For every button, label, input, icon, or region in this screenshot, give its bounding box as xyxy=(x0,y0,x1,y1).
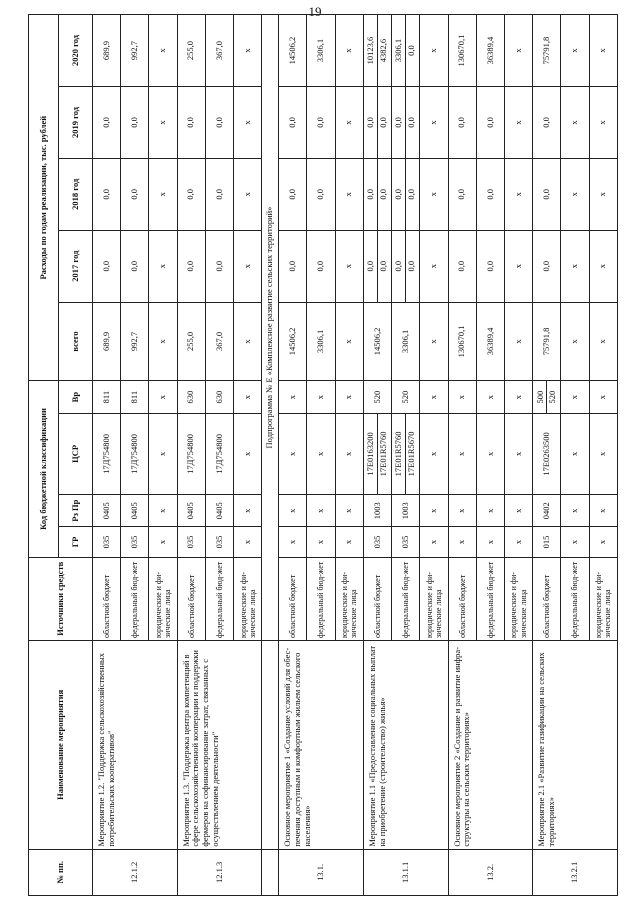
header-rz: Рз Пр xyxy=(59,494,93,526)
cell-total: 3306,1 xyxy=(307,302,335,381)
stacked-value: 10123,6 xyxy=(365,36,376,65)
stacked-value: 0,0 xyxy=(405,87,418,158)
cell-vr: х xyxy=(279,381,307,413)
cell-rz: х xyxy=(420,494,448,526)
cell-y2017: х xyxy=(505,230,533,302)
cell-y2018: х xyxy=(420,158,448,230)
cell-y2017: 0,0 xyxy=(121,230,149,302)
cell-y2017: 0,0 xyxy=(533,230,561,302)
cell-y2020: 689,9 xyxy=(93,15,121,87)
cell-csr: 17Е0263500 xyxy=(533,413,561,494)
cell-y2017: х xyxy=(561,230,589,302)
funding-source: областной бюджет xyxy=(533,557,561,640)
cell-y2020: х xyxy=(335,15,363,87)
table-row xyxy=(363,15,391,896)
cell-total: 130670,1 xyxy=(448,302,476,381)
cell-gr: 035 xyxy=(93,527,121,557)
funding-source: юридические и фи-зические лица xyxy=(589,557,617,640)
cell-y2018: 0,0 xyxy=(93,158,121,230)
cell-total: 14506,2 xyxy=(279,302,307,381)
cell-vr: 630 xyxy=(177,381,205,413)
cell-y2019: х xyxy=(589,87,617,159)
header-name: Наименование мероприятия xyxy=(29,641,93,850)
cell-total: 36389,4 xyxy=(476,302,504,381)
row-number: 12.1.3 xyxy=(177,849,262,895)
cell-vr: х xyxy=(561,381,589,413)
cell-y2018: 0,0 xyxy=(448,158,476,230)
cell-y2018: х xyxy=(335,158,363,230)
header-2017: 2017 год xyxy=(59,230,93,302)
cell-y2019: х xyxy=(149,87,177,159)
measure-name: Мероприятие 1.3. "Поддержка центра компетенций в сфере сельскохозяйственной кооперации и поддержки фермеров на софинансирование затрат, связанных с осуществлением деятельности" xyxy=(177,641,262,850)
cell-y2020 xyxy=(363,15,391,87)
cell-gr: х xyxy=(476,527,504,557)
cell-y2017: х xyxy=(420,230,448,302)
cell-y2019: х xyxy=(335,87,363,159)
header-total: всего xyxy=(59,302,93,381)
cell-gr: 035 xyxy=(177,527,205,557)
table-row xyxy=(533,15,561,896)
row-number: 13.1.1 xyxy=(363,849,448,895)
table-row xyxy=(279,15,307,896)
cell-csr: х xyxy=(448,413,476,494)
cell-y2019: 0,0 xyxy=(533,87,561,159)
cell-vr: 520 xyxy=(392,381,420,413)
cell-y2017: х xyxy=(589,230,617,302)
cell-vr: х xyxy=(335,381,363,413)
cell-y2017: х xyxy=(149,230,177,302)
cell-y2017: 0,0 xyxy=(307,230,335,302)
cell-vr: х xyxy=(307,381,335,413)
stacked-value: 17Е01R5760 xyxy=(377,414,390,494)
cell-y2019: 0,0 xyxy=(279,87,307,159)
row-number: 13.2. xyxy=(448,849,533,895)
funding-source: федеральный бюд-жет xyxy=(205,557,233,640)
funding-source: областной бюджет xyxy=(448,557,476,640)
budget-table-sheet xyxy=(28,14,618,896)
cell-gr: х xyxy=(307,527,335,557)
cell-y2019: х xyxy=(505,87,533,159)
cell-y2017: х xyxy=(335,230,363,302)
funding-source: федеральный бюд-жет xyxy=(121,557,149,640)
stacked-value: 0,0 xyxy=(393,260,404,272)
cell-csr: 17Д754800 xyxy=(205,413,233,494)
cell-y2018: х xyxy=(589,158,617,230)
cell-csr xyxy=(363,413,391,494)
stacked-value: 0,0 xyxy=(377,159,390,230)
cell-y2017: х xyxy=(234,230,262,302)
header-csr: ЦСР xyxy=(59,413,93,494)
cell-rz: х xyxy=(476,494,504,526)
page-number: 19 xyxy=(308,4,322,19)
cell-total: 14506,2 xyxy=(363,302,391,381)
cell-vr: 811 xyxy=(121,381,149,413)
cell-gr: х xyxy=(279,527,307,557)
funding-source: областной бюджет xyxy=(177,557,205,640)
cell-rz: 0402 xyxy=(533,494,561,526)
funding-source: федеральный бюд-жет xyxy=(476,557,504,640)
subprogram-title: Подпрограмма № Е «Комплексное развитие сельских территорий» xyxy=(262,15,279,641)
cell-y2020: х xyxy=(561,15,589,87)
cell-csr: х xyxy=(505,413,533,494)
cell-csr: х xyxy=(420,413,448,494)
cell-gr: 035 xyxy=(392,527,420,557)
row-number: 13.1. xyxy=(279,849,364,895)
cell-vr: х xyxy=(476,381,504,413)
cell-total: х xyxy=(335,302,363,381)
cell-y2019: х xyxy=(234,87,262,159)
cell-gr: 035 xyxy=(205,527,233,557)
row-number: 13.2.1 xyxy=(533,849,618,895)
cell-csr xyxy=(392,413,420,494)
cell-rz: х xyxy=(279,494,307,526)
stacked-value: 4382,6 xyxy=(377,15,390,86)
cell-gr: х xyxy=(589,527,617,557)
cell-vr: х xyxy=(234,381,262,413)
cell-gr: х xyxy=(448,527,476,557)
cell-rz: х xyxy=(505,494,533,526)
cell-y2020: 130670,1 xyxy=(448,15,476,87)
funding-source: юридические и фи-зические лица xyxy=(149,557,177,640)
cell-csr: 17Д754800 xyxy=(177,413,205,494)
cell-rz: 1003 xyxy=(363,494,391,526)
cell-total: х xyxy=(561,302,589,381)
stacked-value: 0,0 xyxy=(377,231,390,302)
cell-y2019: 0,0 xyxy=(307,87,335,159)
stacked-value: 0,0 xyxy=(365,260,376,272)
cell-y2020: х xyxy=(505,15,533,87)
measure-name: Мероприятие 1.2. "Поддержка сельскохозяйственных потребительских кооперативов" xyxy=(93,641,178,850)
cell-total: 992,7 xyxy=(121,302,149,381)
cell-y2020: 14506,2 xyxy=(279,15,307,87)
cell-y2019: 0,0 xyxy=(476,87,504,159)
funding-source: федеральный бюд-жет xyxy=(392,557,420,640)
cell-vr: х xyxy=(149,381,177,413)
stacked-value: 500 xyxy=(534,390,545,404)
cell-y2019: х xyxy=(420,87,448,159)
cell-csr: 17Д754800 xyxy=(93,413,121,494)
cell-csr: х xyxy=(335,413,363,494)
cell-gr: х xyxy=(335,527,363,557)
table-body xyxy=(93,15,618,896)
cell-vr: 630 xyxy=(205,381,233,413)
cell-y2020: х xyxy=(589,15,617,87)
cell-total: х xyxy=(589,302,617,381)
measure-name: Основное мероприятие 1 «Создание условий для обес-печения доступным и комфортным жильем сельского населения» xyxy=(279,641,364,850)
cell-y2019: 0,0 xyxy=(448,87,476,159)
cell-csr: х xyxy=(476,413,504,494)
cell-y2020: 36389,4 xyxy=(476,15,504,87)
cell-y2018: х xyxy=(234,158,262,230)
cell-y2017: 0,0 xyxy=(93,230,121,302)
cell-rz: 0405 xyxy=(121,494,149,526)
funding-source: юридические и фи-зические лица xyxy=(335,557,363,640)
cell-y2019 xyxy=(392,87,420,159)
subprogram-row xyxy=(262,15,279,896)
cell-y2020 xyxy=(392,15,420,87)
cell-y2018: х xyxy=(149,158,177,230)
cell-vr: х xyxy=(589,381,617,413)
cell-total: х xyxy=(149,302,177,381)
cell-y2018: 0,0 xyxy=(307,158,335,230)
header-2019: 2019 год xyxy=(59,87,93,159)
cell-rz: 0405 xyxy=(205,494,233,526)
measure-name: Мероприятие 2.1 «Развитие газификации на сельских территориях» xyxy=(533,641,618,850)
cell-csr: х xyxy=(149,413,177,494)
funding-source: юридические и фи-зические лица xyxy=(420,557,448,640)
cell-y2019: х xyxy=(561,87,589,159)
cell-rz: х xyxy=(234,494,262,526)
cell-rz: 0405 xyxy=(93,494,121,526)
cell-rz: х xyxy=(335,494,363,526)
cell-y2017: 0,0 xyxy=(205,230,233,302)
cell-y2019 xyxy=(363,87,391,159)
cell-y2017: 0,0 xyxy=(476,230,504,302)
cell-y2017 xyxy=(392,230,420,302)
cell-y2017: 0,0 xyxy=(177,230,205,302)
cell-vr: х xyxy=(505,381,533,413)
stacked-value: 0,0 xyxy=(365,117,376,128)
cell-vr: 520 xyxy=(363,381,391,413)
header-source: Источники средств xyxy=(29,557,93,640)
funding-source: федеральный бюд-жет xyxy=(307,557,335,640)
measure-name: Основное мероприятие 2 «Создание и развитие инфра-структуры на сельских территориях» xyxy=(448,641,533,850)
cell-total: 367,0 xyxy=(205,302,233,381)
cell-y2018: 0,0 xyxy=(205,158,233,230)
funding-source: областной бюджет xyxy=(279,557,307,640)
cell-y2019: 0,0 xyxy=(93,87,121,159)
stacked-value: 0,0 xyxy=(393,117,404,128)
cell-csr: х xyxy=(589,413,617,494)
stacked-value: 0,0 xyxy=(365,188,376,200)
header-2018: 2018 год xyxy=(59,158,93,230)
cell-y2019: 0,0 xyxy=(205,87,233,159)
cell-y2017: 0,0 xyxy=(279,230,307,302)
cell-total: 255,0 xyxy=(177,302,205,381)
cell-csr: 17Д754800 xyxy=(121,413,149,494)
cell-y2018: 0,0 xyxy=(476,158,504,230)
header-2020: 2020 год xyxy=(59,15,93,87)
subprogram-empty-no xyxy=(262,849,279,895)
cell-rz: х xyxy=(561,494,589,526)
cell-total: х xyxy=(420,302,448,381)
cell-rz: х xyxy=(149,494,177,526)
table-row xyxy=(93,15,121,896)
cell-total: х xyxy=(505,302,533,381)
cell-y2020: х xyxy=(234,15,262,87)
stacked-value: 0,0 xyxy=(377,87,390,158)
cell-y2020: 992,7 xyxy=(121,15,149,87)
cell-gr: х xyxy=(149,527,177,557)
header-no: № пп. xyxy=(29,849,93,895)
header-vr: Вр xyxy=(59,381,93,413)
cell-csr: х xyxy=(561,413,589,494)
stacked-value: 520 xyxy=(546,381,559,412)
funding-source: областной бюджет xyxy=(363,557,391,640)
cell-rz: х xyxy=(589,494,617,526)
cell-vr: х xyxy=(420,381,448,413)
cell-y2020: 255,0 xyxy=(177,15,205,87)
subprogram-empty-name xyxy=(262,641,279,850)
stacked-value: 3306,1 xyxy=(393,38,404,63)
cell-y2018 xyxy=(392,158,420,230)
funding-source: юридические и фи-зические лица xyxy=(234,557,262,640)
cell-gr: 015 xyxy=(533,527,561,557)
cell-vr: 811 xyxy=(93,381,121,413)
budget-table xyxy=(28,14,618,896)
cell-total: 75791,8 xyxy=(533,302,561,381)
cell-gr: х xyxy=(505,527,533,557)
cell-rz: 1003 xyxy=(392,494,420,526)
cell-total: х xyxy=(234,302,262,381)
header-gr: ГР xyxy=(59,527,93,557)
cell-vr xyxy=(533,381,561,413)
stacked-value: 0,0 xyxy=(393,188,404,200)
cell-gr: х xyxy=(420,527,448,557)
cell-y2020: 3306,1 xyxy=(307,15,335,87)
table-row xyxy=(177,15,205,896)
cell-y2018: 0,0 xyxy=(533,158,561,230)
cell-y2020: х xyxy=(149,15,177,87)
cell-gr: х xyxy=(234,527,262,557)
cell-y2018: 0,0 xyxy=(177,158,205,230)
cell-y2020: х xyxy=(420,15,448,87)
cell-rz: 0405 xyxy=(177,494,205,526)
cell-rz: х xyxy=(448,494,476,526)
stacked-value: 0,0 xyxy=(405,159,418,230)
cell-gr: х xyxy=(561,527,589,557)
cell-y2019: 0,0 xyxy=(177,87,205,159)
cell-y2020: 367,0 xyxy=(205,15,233,87)
cell-csr: х xyxy=(279,413,307,494)
stacked-value: 0,0 xyxy=(405,231,418,302)
cell-y2018: 0,0 xyxy=(121,158,149,230)
cell-y2018: х xyxy=(505,158,533,230)
cell-total: 3306,1 xyxy=(392,302,420,381)
header-budget-classification: Код бюджетной классификации xyxy=(29,381,59,557)
cell-y2018 xyxy=(363,158,391,230)
stacked-value: 17Е01R5670 xyxy=(405,414,418,494)
funding-source: юридические и фи-зические лица xyxy=(505,557,533,640)
stacked-value: 17Е01R5760 xyxy=(393,431,404,477)
cell-gr: 035 xyxy=(363,527,391,557)
stacked-value: 17Е0163200 xyxy=(365,432,376,476)
cell-y2018: 0,0 xyxy=(279,158,307,230)
header-expenses: Расходы по годам реализации, тыс. рублей xyxy=(29,15,59,381)
cell-gr: 035 xyxy=(121,527,149,557)
table-row xyxy=(448,15,476,896)
cell-y2017: 0,0 xyxy=(448,230,476,302)
funding-source: федеральный бюд-жет xyxy=(561,557,589,640)
cell-y2017 xyxy=(363,230,391,302)
cell-vr: х xyxy=(448,381,476,413)
row-number: 12.1.2 xyxy=(93,849,178,895)
cell-y2019: 0,0 xyxy=(121,87,149,159)
cell-y2020: 75791,8 xyxy=(533,15,561,87)
cell-rz: х xyxy=(307,494,335,526)
measure-name: Мероприятие 1.1 «Предоставление социальных выплат на приобретение (строительство) жилья» xyxy=(363,641,448,850)
funding-source: областной бюджет xyxy=(93,557,121,640)
stacked-value: 0,0 xyxy=(405,15,418,86)
cell-csr: х xyxy=(307,413,335,494)
cell-total: 689,9 xyxy=(93,302,121,381)
cell-csr: х xyxy=(234,413,262,494)
cell-y2018: х xyxy=(561,158,589,230)
